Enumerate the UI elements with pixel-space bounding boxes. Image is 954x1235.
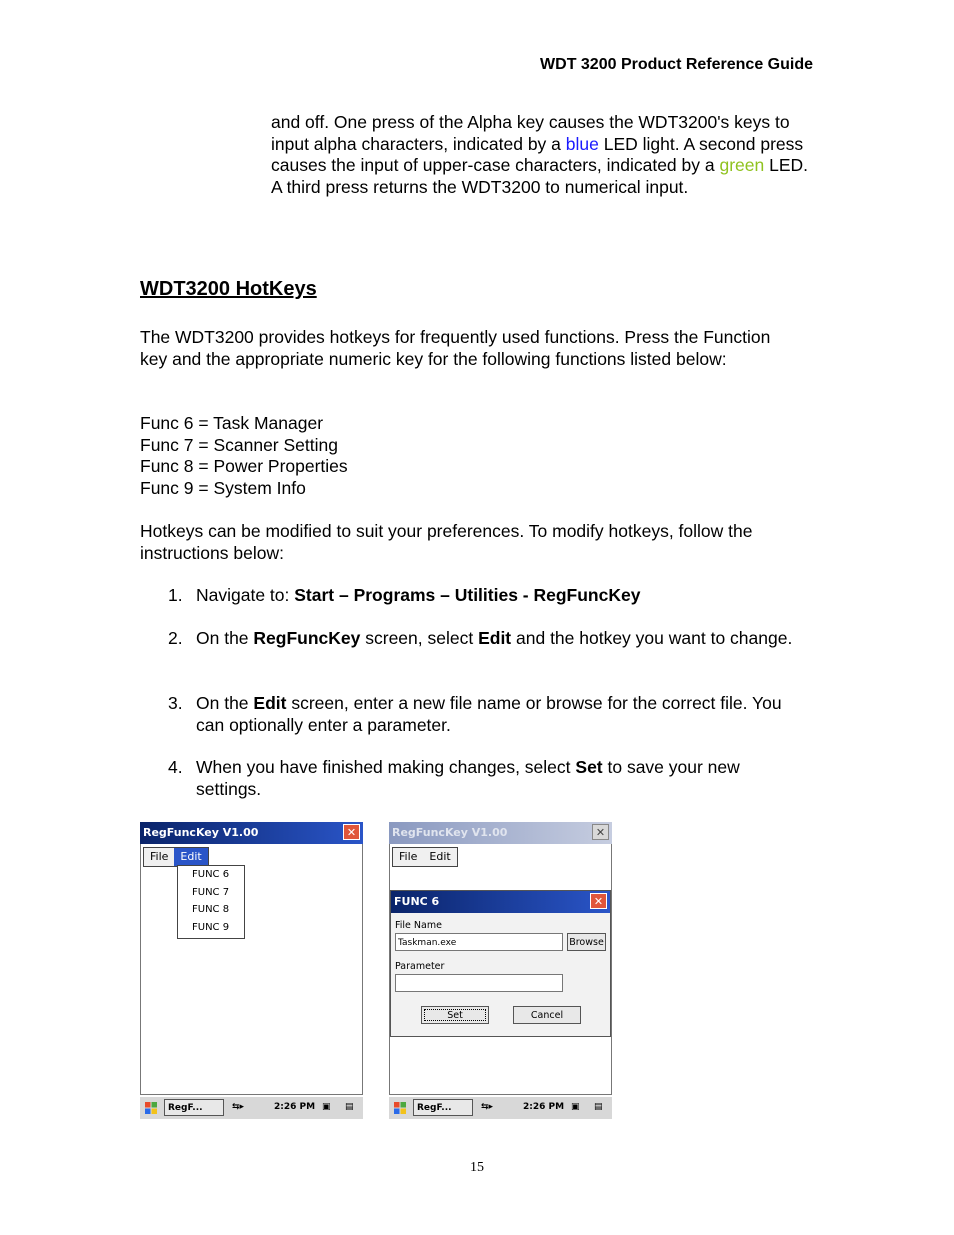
intro-text-3: LED. A third press returns the WDT3200 to numerical input. bbox=[271, 155, 809, 197]
intro-paragraph bbox=[271, 112, 819, 198]
menu-file[interactable]: File bbox=[399, 850, 418, 863]
start-icon[interactable] bbox=[393, 1101, 407, 1115]
file-name-input[interactable]: Taskman.exe bbox=[395, 933, 563, 951]
file-name-label: File Name bbox=[395, 920, 442, 931]
close-icon[interactable]: ✕ bbox=[343, 824, 360, 840]
taskbar-app-button[interactable]: RegF... bbox=[413, 1099, 473, 1116]
cancel-button[interactable]: Cancel bbox=[513, 1006, 581, 1024]
menu-edit[interactable]: Edit bbox=[174, 848, 207, 866]
func-item: Func 9 = System Info bbox=[140, 477, 306, 498]
close-icon[interactable]: ✕ bbox=[590, 893, 607, 909]
network-icon: ⇆▸ bbox=[481, 1102, 494, 1112]
intro-green-word: green bbox=[719, 155, 765, 176]
modify-instructions: Hotkeys can be modified to suit your preferences. To modify hotkeys, follow the instructions below: bbox=[140, 521, 753, 563]
taskbar bbox=[389, 1096, 612, 1119]
func-dialog bbox=[390, 890, 611, 1037]
taskbar-app-button[interactable]: RegF... bbox=[164, 1099, 224, 1116]
screenshot-dialog bbox=[389, 822, 612, 1118]
func-item: Func 7 = Scanner Setting bbox=[140, 434, 338, 455]
clock: 2:26 PM bbox=[523, 1102, 565, 1112]
app-client-area bbox=[389, 844, 612, 1095]
running-header: WDT 3200 Product Reference Guide bbox=[540, 56, 813, 73]
menu-item-func9[interactable]: FUNC 9 bbox=[192, 921, 230, 933]
desktop-icon[interactable]: ▤ bbox=[594, 1102, 603, 1112]
menu-item-func6[interactable]: FUNC 6 bbox=[192, 869, 230, 880]
keyboard-icon[interactable]: ▣ bbox=[571, 1102, 580, 1112]
close-icon[interactable]: ✕ bbox=[592, 824, 609, 840]
network-icon: ⇆▸ bbox=[232, 1102, 245, 1112]
menu-bar bbox=[392, 847, 458, 867]
intro-text-2: LED light. A second press causes the input of upper-case characters, indicated by a bbox=[271, 133, 804, 176]
clock: 2:26 PM bbox=[274, 1102, 316, 1112]
func-item: Func 6 = Task Manager bbox=[140, 413, 324, 433]
screenshot-menu bbox=[140, 822, 363, 1118]
app-client-area bbox=[140, 844, 363, 1095]
menu-item-func8[interactable]: FUNC 8 bbox=[192, 904, 230, 915]
func-item: Func 8 = Power Properties bbox=[140, 456, 348, 477]
edit-dropdown bbox=[177, 865, 245, 939]
browse-button[interactable]: Browse bbox=[567, 933, 606, 951]
func-list bbox=[140, 413, 348, 499]
menu-item-func7[interactable]: FUNC 7 bbox=[192, 886, 230, 898]
intro-blue-word: blue bbox=[565, 133, 599, 154]
start-icon[interactable] bbox=[144, 1101, 158, 1115]
parameter-input[interactable] bbox=[395, 974, 563, 992]
taskbar bbox=[140, 1096, 363, 1119]
page-number: 15 bbox=[470, 1160, 484, 1175]
keyboard-icon[interactable]: ▣ bbox=[322, 1102, 331, 1112]
title-bar: RegFuncKey V1.00 ✕ bbox=[140, 822, 363, 844]
parameter-label: Parameter bbox=[395, 961, 445, 972]
hotkeys-intro: The WDT3200 provides hotkeys for frequently used functions. Press the Function key and the appropriate numeric key for the following functions listed below: bbox=[140, 327, 771, 369]
intro-text-1: and off. One press of the Alpha key causes the WDT3200's keys to input alpha characters, indicated by a bbox=[271, 112, 790, 154]
menu-edit[interactable]: Edit bbox=[429, 850, 451, 863]
desktop-icon[interactable]: ▤ bbox=[345, 1102, 354, 1112]
set-button[interactable]: Set bbox=[421, 1006, 489, 1024]
section-heading: WDT3200 HotKeys bbox=[140, 278, 317, 300]
dialog-title-bar: FUNC 6 ✕ bbox=[391, 891, 610, 913]
title-bar: RegFuncKey V1.00 ✕ bbox=[389, 822, 612, 844]
menu-bar bbox=[143, 847, 209, 867]
menu-file[interactable]: File bbox=[150, 850, 169, 863]
